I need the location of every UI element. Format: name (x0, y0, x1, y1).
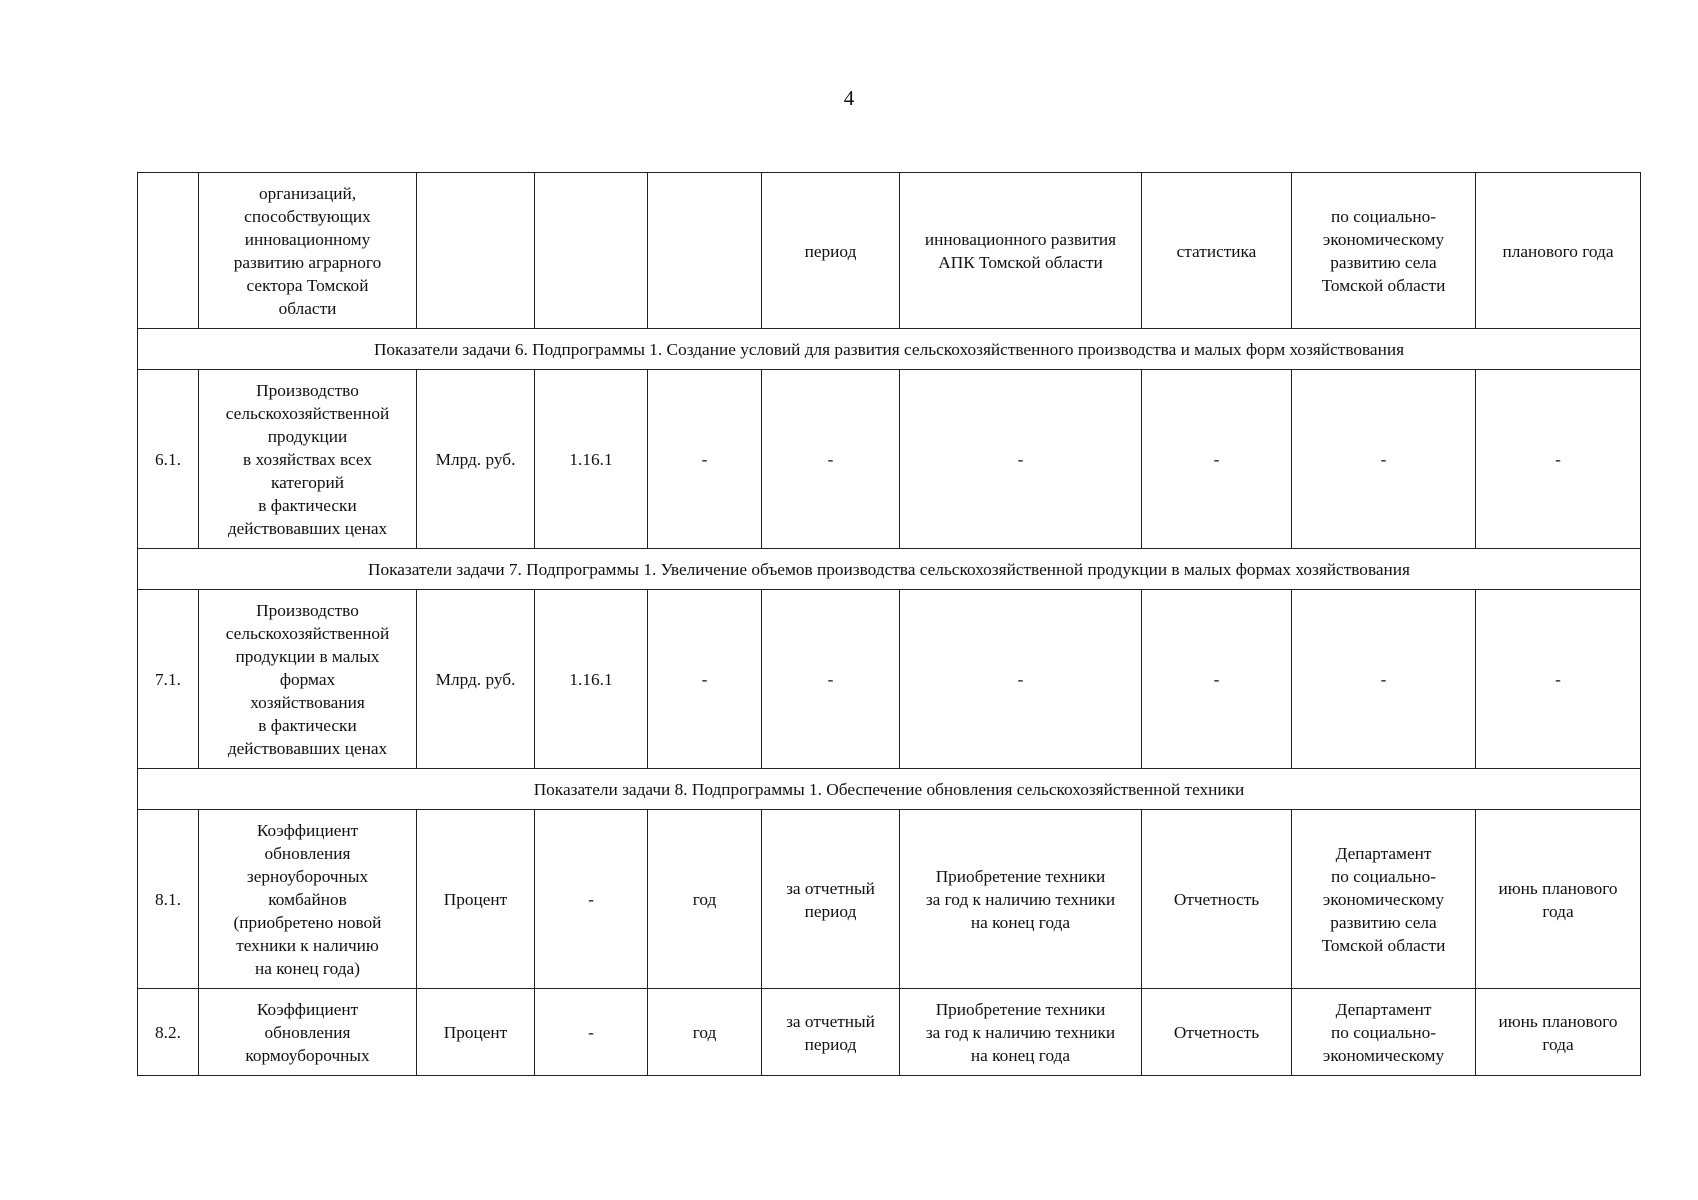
table-row (138, 590, 1641, 769)
cell-deadline: - (1476, 370, 1641, 549)
cell-unit (417, 173, 535, 329)
cell-responsible: - (1292, 590, 1476, 769)
cell-responsible: Департамент по социально- экономическому (1292, 989, 1476, 1076)
cell-method: - (900, 590, 1142, 769)
cell-indicator-type: за отчетный период (762, 810, 900, 989)
table-row (138, 989, 1641, 1076)
cell-responsible: по социально- экономическому развитию села Томской области (1292, 173, 1476, 329)
cell-num (138, 173, 199, 329)
table-body (138, 173, 1641, 1076)
cell-code: - (535, 810, 648, 989)
cell-indicator-name: Производство сельскохозяйственной продукции в малых формах хозяйствования в фактически действовавших ценах (199, 590, 417, 769)
cell-method: Приобретение техники за год к наличию техники на конец года (900, 810, 1142, 989)
cell-deadline: июнь планового года (1476, 989, 1641, 1076)
cell-indicator-name: Коэффициент обновления кормоуборочных (199, 989, 417, 1076)
cell-unit: Процент (417, 989, 535, 1076)
cell-code: 1.16.1 (535, 370, 648, 549)
cell-unit: Процент (417, 810, 535, 989)
indicators-table (137, 172, 1641, 1076)
cell-method: - (900, 370, 1142, 549)
cell-code: 1.16.1 (535, 590, 648, 769)
cell-source: статистика (1142, 173, 1292, 329)
cell-num: 7.1. (138, 590, 199, 769)
cell-periodicity: год (648, 810, 762, 989)
cell-unit: Млрд. руб. (417, 590, 535, 769)
cell-method: инновационного развития АПК Томской области (900, 173, 1142, 329)
cell-periodicity (648, 173, 762, 329)
cell-source: Отчетность (1142, 989, 1292, 1076)
section-title: Показатели задачи 7. Подпрограммы 1. Увеличение объемов производства сельскохозяйственной продукции в малых формах хозяйствования (138, 549, 1641, 590)
cell-num: 8.1. (138, 810, 199, 989)
cell-indicator-type: за отчетный период (762, 989, 900, 1076)
cell-num: 8.2. (138, 989, 199, 1076)
cell-responsible: - (1292, 370, 1476, 549)
cell-deadline: планового года (1476, 173, 1641, 329)
section-title: Показатели задачи 6. Подпрограммы 1. Создание условий для развития сельскохозяйственного производства и малых форм хозяйствования (138, 329, 1641, 370)
cell-indicator-type: - (762, 590, 900, 769)
cell-periodicity: - (648, 370, 762, 549)
cell-responsible: Департамент по социально- экономическому развитию села Томской области (1292, 810, 1476, 989)
cell-periodicity: год (648, 989, 762, 1076)
cell-periodicity: - (648, 590, 762, 769)
cell-deadline: - (1476, 590, 1641, 769)
table-row (138, 370, 1641, 549)
cell-num: 6.1. (138, 370, 199, 549)
cell-source: Отчетность (1142, 810, 1292, 989)
section-title: Показатели задачи 8. Подпрограммы 1. Обеспечение обновления сельскохозяйственной техники (138, 769, 1641, 810)
cell-indicator-name: Производство сельскохозяйственной продукции в хозяйствах всех категорий в фактически действовавших ценах (199, 370, 417, 549)
cell-source: - (1142, 590, 1292, 769)
cell-code: - (535, 989, 648, 1076)
table-row (138, 810, 1641, 989)
section-header-row (138, 329, 1641, 370)
page-number: 4 (843, 86, 855, 110)
cell-code (535, 173, 648, 329)
section-header-row (138, 769, 1641, 810)
cell-source: - (1142, 370, 1292, 549)
cell-indicator-name: организаций, способствующих инновационному развитию аграрного сектора Томской области (199, 173, 417, 329)
cell-method: Приобретение техники за год к наличию техники на конец года (900, 989, 1142, 1076)
table-row-continuation (138, 173, 1641, 329)
cell-indicator-type: - (762, 370, 900, 549)
cell-indicator-type: период (762, 173, 900, 329)
section-header-row (138, 549, 1641, 590)
cell-indicator-name: Коэффициент обновления зерноуборочных комбайнов (приобретено новой техники к наличию на конец года) (199, 810, 417, 989)
cell-unit: Млрд. руб. (417, 370, 535, 549)
cell-deadline: июнь планового года (1476, 810, 1641, 989)
